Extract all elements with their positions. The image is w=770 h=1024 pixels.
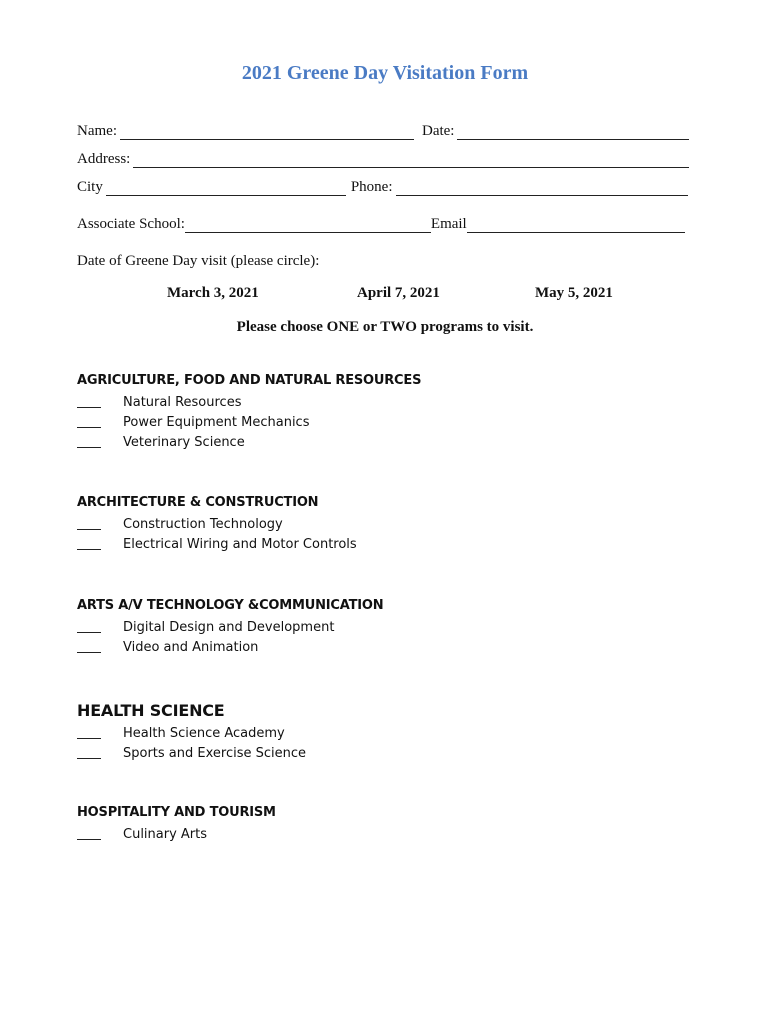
program-blank[interactable] [77,727,101,739]
program-blank[interactable] [77,621,101,633]
program-label: Digital Design and Development [123,619,335,635]
phone-field[interactable] [396,181,688,196]
section-heading: ARCHITECTURE & CONSTRUCTION [77,495,319,510]
section-heading: ARTS A/V TECHNOLOGY &COMMUNICATION [77,598,384,613]
email-label: Email [430,216,467,232]
section-heading: HEALTH SCIENCE [77,701,225,720]
program-label: Natural Resources [123,394,242,410]
program-label: Health Science Academy [123,725,285,741]
program-label: Veterinary Science [123,434,245,450]
program-item [77,724,285,742]
name-date-row [77,118,693,140]
city-phone-row [77,174,693,196]
program-item [77,535,357,553]
program-item [77,825,207,843]
program-blank[interactable] [77,828,101,840]
visit-date-option[interactable]: April 7, 2021 [357,285,440,301]
school-email-row [77,211,693,233]
email-field[interactable] [467,218,685,233]
program-blank[interactable] [77,416,101,428]
form-title: 2021 Greene Day Visitation Form [241,62,529,84]
program-item [77,618,334,636]
program-label: Video and Animation [123,639,259,655]
visit-date-prompt: Date of Greene Day visit (please circle): [77,253,320,269]
program-label: Electrical Wiring and Motor Controls [123,536,357,552]
program-label: Culinary Arts [123,826,208,842]
program-item [77,744,306,762]
program-blank[interactable] [77,436,101,448]
address-label: Address: [77,151,131,167]
section-heading: HOSPITALITY AND TOURISM [77,805,276,820]
program-blank[interactable] [77,538,101,550]
visit-date-option[interactable]: March 3, 2021 [167,285,259,301]
date-label: Date: [421,123,455,139]
program-blank[interactable] [77,747,101,759]
program-blank[interactable] [77,518,101,530]
visit-date-option[interactable]: May 5, 2021 [535,285,613,301]
instruction-text: Please choose ONE or TWO programs to visit. [236,319,534,335]
section-heading: AGRICULTURE, FOOD AND NATURAL RESOURCES [77,373,422,388]
program-item [77,413,309,431]
program-item [77,433,245,451]
phone-label: Phone: [350,179,393,195]
name-field[interactable] [120,125,414,140]
city-label: City [77,179,103,195]
associate-school-field[interactable] [185,218,431,233]
program-label: Sports and Exercise Science [123,745,307,761]
name-label: Name: [77,123,117,139]
program-label: Construction Technology [123,516,283,532]
date-field[interactable] [457,125,689,140]
program-blank[interactable] [77,396,101,408]
address-row [77,146,693,168]
program-item [77,638,258,656]
associate-school-label: Associate School: [77,216,185,232]
program-label: Power Equipment Mechanics [123,414,310,430]
city-field[interactable] [106,181,346,196]
program-item [77,393,241,411]
program-item [77,515,283,533]
address-field[interactable] [133,153,689,168]
program-blank[interactable] [77,641,101,653]
